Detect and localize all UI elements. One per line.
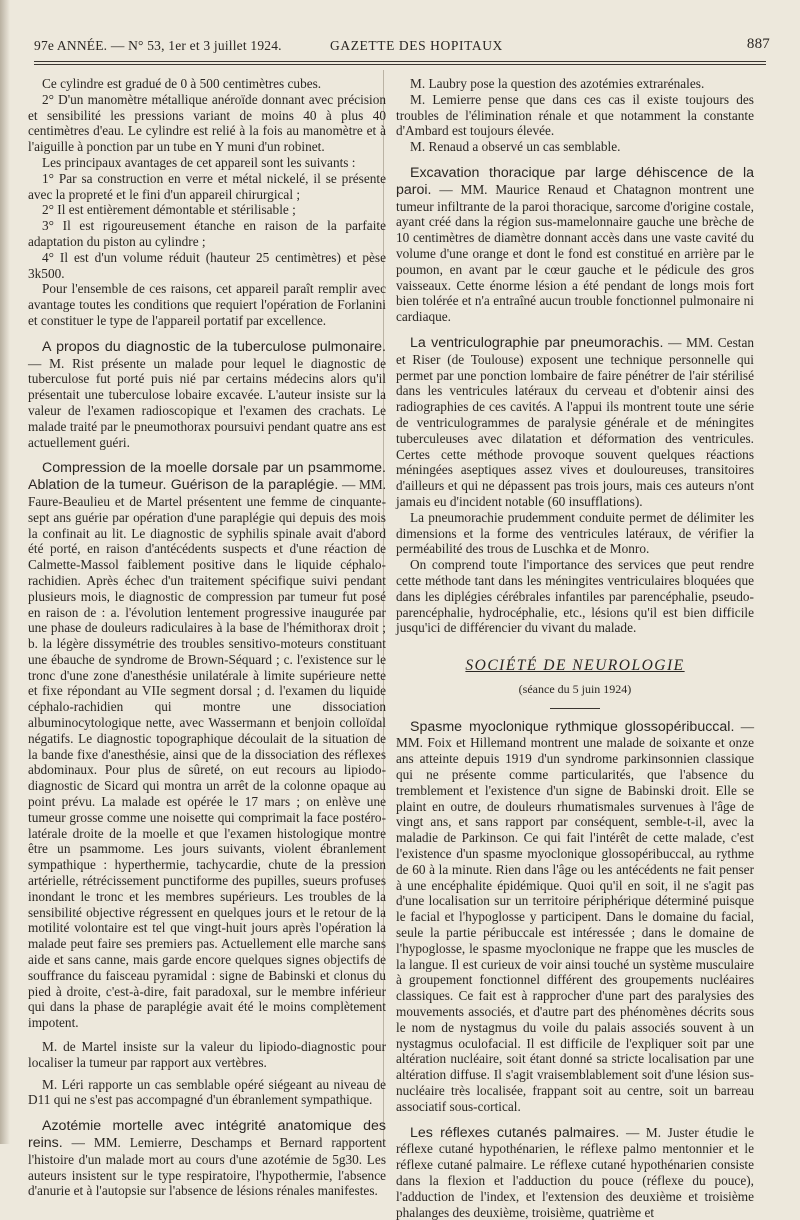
section-body: — M. Rist présente un malade pour lequel le diagnostic de tuberculose fut porté puis nié par certains médecins alors qu'il présentait une tuberculose lobaire excavée. L'auteur insiste sur la valeur de l'examen radioscopique et l'examen des crachats. Le malade traité par le pneumothorax poursuivi pendant quatre ans est actuellement guéri.	[28, 355, 386, 450]
section-body: — M. Juster étudie le réflexe cutané hypothénarien, le réflexe palmo mentonnier et le réflexe cutané palmaire. Le réflexe cutané hypothénarien consiste dans la flexion et l'adduction du pouce (réflexe du pouce), l'adduction de l'index, et l'extension des deuxième et troisième phalanges des deuxième, troisième, quatrième et	[396, 1124, 754, 1220]
society-heading: SOCIÉTÉ DE NEUROLOGIE	[465, 657, 685, 675]
paragraph: Pour l'ensemble de ces raisons, cet appareil paraît remplir avec avantage toutes les conditions que requiert l'opération de Forlanini et constituer le type de l'appareil portatif par excellence.	[28, 281, 386, 328]
paragraph: On comprend toute l'importance des services que peut rendre cette méthode tant dans les méningites ventriculaires bloquées que dans les diplégies cérébrales infantiles par parencéphalie, pseudo-parencéphalie, hydrocéphalie, etc., lésions qu'il est bien difficile jusqu'ici de différencier du vivant du malade.	[396, 557, 754, 636]
section-body: — MM. Foix et Hillemand montrent une malade de soixante et onze ans atteinte depuis 1919 d'un syndrome parkinsonnien classique qui ne présente comme particularités, que l'absence du tremblement et l'existence d'un signe de Babinski droit. Elle se plaint en outre, de douleurs rhumatismales survenues à l'âge de vingt ans, et sans rapport par conséquent, semble-t-il, avec la maladie de Parkinson. Ce qui fait l'intérêt de cette malade, c'est l'existence d'un spasme myoclonique glossopéribuccal, au rythme de 60 à la minute. Rien dans l'âge ou les antécédents ne fait penser à une encéphalite épidémique. Quoi qu'il en soit, il ne s'agit pas d'une localisation sur un territoire périphérique déterminé puisque le facial et l'hypoglosse y participent. Dans le domaine du facial, seule la partie péribuccale est intéressée ; dans le domaine de l'hypoglosse, le spasme myoclonique ne frappe que les muscles de la langue. Il est curieux de voir ainsi touché un système musculaire à groupement fonctionnel différent des groupements nucléaires classiques. Ce fait est à rapprocher d'une part des paralysies des mouvements associés, et d'autre part des phénomènes décrits sous le nom de nystagmus du voile du palais associés souvent à un nystagmus oculofacial. Il est difficile de l'expliquer soit par une altération nucléaire, soit étant donné sa stricte localisation par une altération diffuse. Il s'agit vraisemblablement soit d'une lésion sus-nucléaire très localisée, frappant soit au centre, soit un barreau associatif sous-cortical.	[396, 718, 754, 1114]
section-tuberculose	[28, 339, 386, 451]
paragraph: M. Laubry pose la question des azotémies extrarénales.	[410, 76, 705, 91]
section-azotemie	[28, 1118, 386, 1199]
paragraph: 2° Il est entièrement démontable et stérilisable ;	[42, 202, 296, 218]
paragraph: Les principaux avantages de cet appareil sont les suivants :	[42, 154, 356, 170]
section-psammome	[28, 460, 386, 1031]
header-rule-top	[34, 61, 766, 62]
left-column	[28, 76, 386, 1199]
seance-date: (séance du 5 juin 1924)	[518, 681, 632, 696]
header-rule-bottom	[34, 64, 766, 65]
paragraph: M. Léri rapporte un cas semblable opéré siégeant au niveau de D11 qui ne s'est pas accompagné d'un ébranlement sympathique.	[28, 1076, 386, 1108]
journal-title: GAZETTE DES HOPITAUX	[330, 38, 503, 53]
paragraph: 3° Il est rigoureusement étanche en raison de la parfaite adaptation du piston au cylindre ;	[28, 218, 386, 249]
section-body: — MM. Faure-Beaulieu et de Martel présentent une femme de cinquante-sept ans guérie par opération d'une paraplégie qui depuis des mois la confinait au lit. Le diagnostic de syphilis spinale avait d'abord été porté, en raison d'antécédents suspects et d'une réaction de Calmette-Massol faiblement positive dans le liquide céphalo-rachidien. Après échec d'un traitement spécifique suivi pendant plusieurs mois, le diagnostic de compression par tumeur fut posé en raison de : a. l'évolution lentement progressive inaugurée par une phase de douleurs radiculaires à la base de l'hémithorax droit ; b. la légère dissymétrie des troubles sensitivo-moteurs constituant une ébauche de syndrome de Brown-Séquard ; c. l'existence sur le tronc d'une zone d'anesthésie unilatérale à limite supérieure nette et fixe répondant au VIIe segment dorsal ; d. l'examen du liquide céphalo-rachidien qui montre une dissociation albuminocytologique nette, avec Wassermann et benjoin colloïdal négatifs. Le diagnostic topographique découlait de la situation de la bande fixe d'anesthésie, ainsi que de la dissociation des réflexes abdominaux. Pour plus de sûreté, on eut recours au lipiodo-diagnostic de Sicard qui montra un arrêt de la colonne opaque au point prévu. La malade est opérée le 17 mars ; on enlève une tumeur grosse comme une noisette qui comprimait la face postéro-latérale droite de la moelle et que l'examen histologique montre être un psammome. Les jours suivants, violent ébranlement sympathique : hyperthermie, tachycardie, chute de la pression artérielle, rétrécissement punctiforme des pupilles, sueurs profuses inondant le tronc et les membres supérieurs. Les troubles de la sensibilité objective régressent en quelques jours et le retour de la motilité volontaire est tel que vingt-huit jours après l'opération la malade peut faire ses premiers pas. Actuellement elle marche sans aide et sans canne, mais garde encore quelques signes objectifs de souffrance du faisceau pyramidal : signe de Babinski et clonus du pied à droite, c'est-à-dire, fait paradoxal, sur le membre inférieur qui dans la phase de paraplégie avait été le moins complètement impotent.	[28, 477, 387, 1031]
section-body: — MM. Cestan et Riser (de Toulouse) exposent une technique personnelle qui permet par une ponction lombaire de faire pénétrer de l'air stérilisé dans les ventricules latéraux du cerveau et d'obtenir ainsi des radiographies de ces cavités. A l'appui ils montrent toute une série de ventriculogrammes de paralysie générale et de méningites tuberculeuses avec dilatation et déformation des ventricules. Certes cette méthode provoque souvent quelques réactions méningées aseptiques assez vives et douloureuses, transitoires d'ailleurs et qui ne dépassent pas trois jours, mais ces auteurs n'ont jamais eu d'incident notable (60 insufflations).	[396, 334, 754, 509]
section-title: A propos du diagnostic de la tuberculose pulmonaire.	[42, 338, 386, 355]
paragraph: 1° Par sa construction en verre et métal nickelé, il se présente avec la propreté et le fini d'un appareil chirurgical ;	[28, 170, 386, 202]
paragraph: M. de Martel insiste sur la valeur du lipiodo-diagnostic pour localiser la tumeur par rapport aux vertèbres.	[28, 1039, 386, 1070]
section-title: Azotémie mortelle avec intégrité anatomique des reins.	[28, 1118, 386, 1151]
section-title: La ventriculographie par pneumorachis.	[410, 334, 664, 351]
page-number: 887	[746, 36, 770, 52]
issue-info: 97e ANNÉE. — N° 53, 1er et 3 juillet 1924.	[34, 38, 282, 53]
section-body: — MM. Maurice Renaud et Chatagnon montrent une tumeur infiltrante de la paroi thoracique, sarcome d'origine costale, ayant créé dans la région sus-mamelonnaire gauche une brèche de 10 centimètres de diamètre donnant accès dans une vaste cavité du volume d'une orange et dont le fond est constitué en arrière par le poumon, en avant par le cœur gauche et le pédicule des gros vaisseaux. Cette énorme lésion a été pendant de longs mois fort bien tolérée et n'a entraîné aucun trouble fonctionnel pulmonaire ni cardiaque.	[396, 181, 754, 325]
paragraph: 4° Il est d'un volume réduit (hauteur 25 centimètres) et pèse 3k500.	[28, 249, 386, 281]
paragraph: M. Lemierre pense que dans ces cas il existe toujours des troubles de l'élimination rénale et que notamment la constante d'Ambard est toujours élevée.	[396, 91, 754, 139]
paragraph: Ce cylindre est gradué de 0 à 500 centimètres cubes.	[42, 76, 322, 91]
paragraph: 2° D'un manomètre métallique anéroïde donnant avec précision et sensibilité les pressions variant de moins 40 à plus 40 centimètres d'eau. Le cylindre est relié à la fois au manomètre et à l'aiguille à ponction par un tube en Y muni d'un robinet.	[28, 91, 386, 155]
section-title: Les réflexes cutanés palmaires.	[410, 1124, 620, 1141]
paragraph: La pneumorachie prudemment conduite permet de délimiter les dimensions et la forme des ventricules latéraux, de vérifier la perméabilité des trous de Luschka et de Monro.	[396, 509, 754, 557]
section-reflexes	[396, 1125, 754, 1220]
section-title: Excavation thoracique par large déhiscence de la paroi.	[396, 164, 754, 198]
section-ventriculographie	[396, 335, 754, 510]
section-title: Spasme myoclonique rythmique glossopéribuccal.	[410, 718, 735, 735]
section-title: Compression de la moelle dorsale par un psammome. Ablation de la tumeur. Guérison de la paraplégie.	[28, 460, 386, 494]
section-excavation	[396, 165, 754, 325]
section-body: — MM. Lemierre, Deschamps et Bernard rapportent l'histoire d'un malade mort au cours d'une azotémie de 5g30. Les auteurs insistent sur le type respiratoire, l'hypothermie, l'absence d'anurie et à l'autopsie sur l'absence de lésions rénales manifestes.	[28, 1135, 386, 1199]
short-rule	[550, 708, 600, 709]
page-header	[34, 36, 770, 58]
page-spine-shadow	[0, 0, 10, 1144]
paragraph: M. Renaud a observé un cas semblable.	[410, 139, 621, 155]
right-column	[396, 76, 754, 1220]
section-spasme	[396, 719, 754, 1115]
